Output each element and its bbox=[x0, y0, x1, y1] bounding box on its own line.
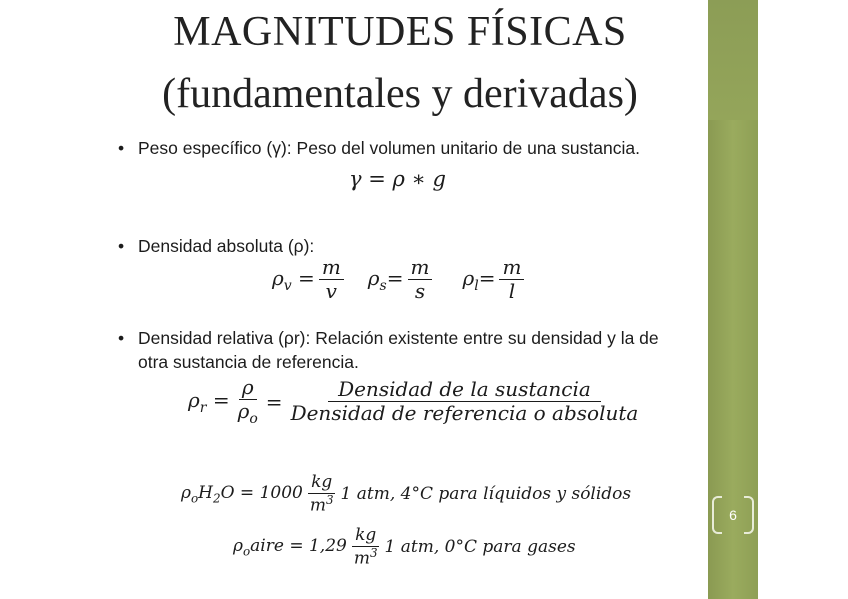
slide-title-line2: (fundamentales y derivadas) bbox=[162, 71, 638, 117]
fraction-rho-over-rho-o: $\frac{\rho}{\rho_o}$ bbox=[237, 375, 258, 427]
bullet-text: Peso específico (γ): Peso del volumen unitario de una sustancia. bbox=[138, 138, 640, 158]
formula-densidad-relativa: $\rho_r$ = $\frac{\rho}{\rho_o}$ = $\frac{\text{Densidad de la sustancia}}{\text{Densidad de referencia o absoluta}}$ bbox=[188, 376, 641, 427]
water-conditions: 1 atm, 4°C para líquidos y sólidos bbox=[340, 484, 632, 505]
bullet-peso-especifico bbox=[118, 136, 698, 160]
bullet-dot: • bbox=[118, 138, 125, 158]
rho-l-expression: $\rho_l=$ bbox=[462, 265, 496, 294]
bullet-text-line2: otra sustancia de referencia. bbox=[138, 352, 359, 372]
fraction-m-over-l: $\frac{m}{l}$ bbox=[499, 256, 524, 303]
page-number: 6 bbox=[729, 507, 737, 523]
bullet-dot: • bbox=[118, 328, 125, 348]
bullet-text-line1: Densidad relativa (ρr): Relación existente entre su densidad y la de bbox=[138, 328, 659, 348]
left-bracket-icon bbox=[712, 496, 722, 534]
fraction-densidad: $\frac{\text{Densidad de la sustancia}}{\text{Densidad de referencia o absoluta}}$ bbox=[290, 377, 639, 426]
bullet-dot: • bbox=[118, 236, 125, 256]
right-bracket-icon bbox=[744, 496, 754, 534]
slide-title-line1: MAGNITUDES FÍSICAS bbox=[173, 9, 627, 55]
fraction-kg-m3: $\frac{kg}{m^3}$ bbox=[353, 525, 378, 569]
formula-densidades bbox=[272, 256, 524, 303]
fraction-m-over-s: $\frac{m}{s}$ bbox=[408, 256, 433, 303]
page-number-badge bbox=[708, 490, 758, 540]
fraction-kg-m3: $\frac{kg}{m^3}$ bbox=[309, 472, 334, 516]
rho-v-expression: $\rho_v$ = bbox=[272, 265, 315, 294]
formula-densidad-agua bbox=[181, 473, 631, 516]
air-lhs: $\rho_oaire = 1,29$ bbox=[233, 536, 347, 559]
water-lhs: $\rho_oH_2O = 1000$ bbox=[181, 483, 303, 506]
air-conditions: 1 atm, 0°C para gases bbox=[384, 537, 576, 558]
bullet-densidad-absoluta bbox=[118, 234, 314, 258]
bullet-text: Densidad absoluta (ρ): bbox=[138, 236, 315, 256]
rho-s-expression: $\rho_s=$ bbox=[367, 265, 404, 294]
side-band-top bbox=[708, 0, 758, 120]
formula-densidad-aire bbox=[233, 526, 576, 569]
rho-r-expression: $\rho_r$ = bbox=[188, 387, 230, 416]
fraction-m-over-v: $\frac{m}{v}$ bbox=[319, 256, 344, 303]
formula-gamma: γ = ρ ∗ g bbox=[349, 167, 446, 191]
bullet-densidad-relativa bbox=[118, 326, 698, 374]
